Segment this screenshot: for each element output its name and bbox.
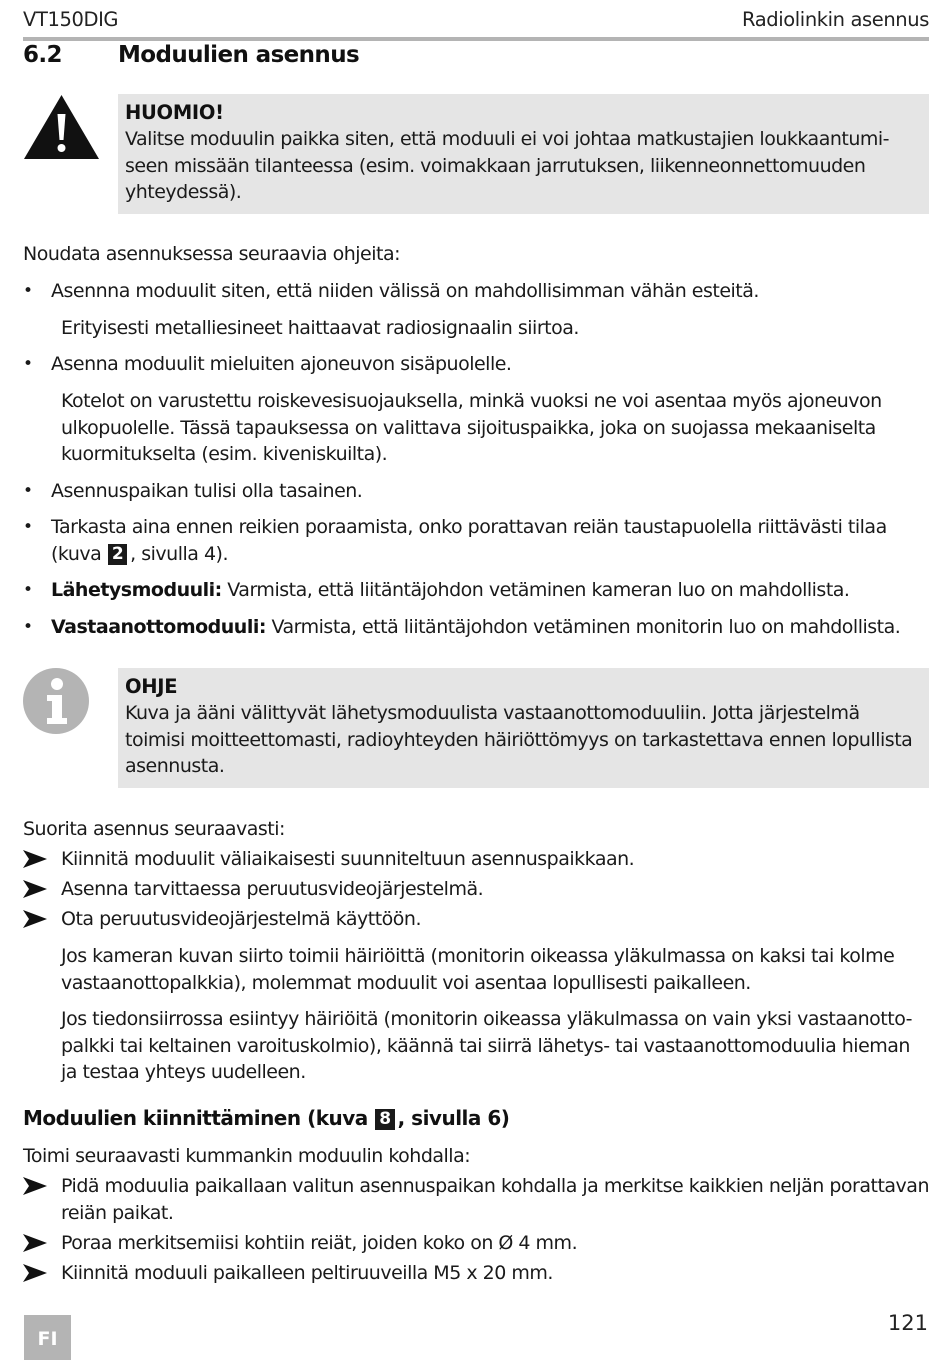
arrow-bullet-icon: [23, 1234, 47, 1252]
step-text: Ota peruutusvideojärjestelmä käyttöön.: [61, 908, 422, 930]
running-header-model: VT150DIG: [23, 8, 119, 31]
info-icon: [23, 668, 89, 734]
note-box: [118, 668, 929, 788]
list-item: [23, 278, 929, 306]
warning-box: [118, 94, 929, 214]
header-rule: [23, 37, 929, 41]
list-item-text: [51, 514, 929, 567]
step-item: [23, 1260, 929, 1288]
step-text: Asenna tarvittaessa peruutusvideojärjestelmä.: [61, 878, 484, 900]
module-text: Varmista, että liitäntäjohdon vetäminen monitorin luo on mahdollista.: [265, 616, 901, 638]
subsection-title-start: Moduulien kiinnittäminen (kuva: [23, 1106, 368, 1130]
bullet-icon: •: [23, 281, 33, 301]
list-item: [23, 614, 929, 642]
arrow-bullet-icon: [23, 910, 47, 928]
step-text: Poraa merkitsemiisi kohtiin reiät, joiden koko on Ø 4 mm.: [61, 1232, 578, 1254]
warning-text: Valitse moduulin paikka siten, että moduuli ei voi johtaa matkustajien loukkaantumi-seen missään tilanteessa (esim. voimakkaan jarrutuksen, liikenneonnettomuuden yhteydessä).: [125, 128, 890, 204]
page-number: 121: [887, 1311, 928, 1335]
arrow-bullet-icon: [23, 850, 47, 868]
step-text: Kiinnitä moduulit väliaikaisesti suunniteltuun asennuspaikkaan.: [61, 848, 635, 870]
bullet-icon: •: [23, 580, 33, 600]
step-item: [23, 1230, 929, 1258]
procedure-intro: Suorita asennus seuraavasti:: [23, 818, 285, 840]
section-number: 6.2: [23, 42, 62, 68]
figure-ref-badge: 8: [375, 1109, 394, 1130]
module-label: Vastaanottomoduuli:: [51, 616, 266, 638]
figure-ref-badge: 2: [108, 544, 127, 565]
step-item: [23, 1173, 929, 1229]
list-item: [23, 478, 929, 506]
step-item: [23, 846, 929, 874]
mounting-intro: Toimi seuraavasti kummankin moduulin kohdalla:: [23, 1145, 471, 1167]
list-item: [23, 577, 929, 605]
step-item: [23, 876, 929, 904]
list-item-text-end: , sivulla 4).: [130, 542, 228, 565]
warning-label: HUOMIO!: [125, 101, 224, 124]
list-item-note: Kotelot on varustettu roiskevesisuojauksella, minkä vuoksi ne voi asentaa myös ajoneuvon ulkopuolelle. Tässä tapauksessa on valittava sijoituspaikka, joka on suojassa mekaaniselta kuormitukselta (esim. kiveniskuilta).: [61, 390, 882, 466]
list-item: [23, 351, 929, 379]
list-item-note: Erityisesti metalliesineet haittaavat radiosignaalin siirtoa.: [61, 317, 579, 339]
arrow-bullet-icon: [23, 1177, 47, 1195]
instructions-intro: Noudata asennuksessa seuraavia ohjeita:: [23, 243, 400, 265]
language-tab: FI: [24, 1315, 71, 1360]
step-text: Kiinnitä moduuli paikalleen peltiruuveilla M5 x 20 mm.: [61, 1262, 553, 1284]
list-item-text: Asenna moduulit mieluiten ajoneuvon sisäpuolelle.: [51, 353, 512, 375]
bullet-icon: •: [23, 354, 33, 374]
arrow-bullet-icon: [23, 880, 47, 898]
subsection-title: [23, 1104, 509, 1132]
subsection-title-end: , sivulla 6): [397, 1106, 510, 1130]
note-text: Kuva ja ääni välittyvät lähetysmoduulista vastaanottomoduuliin. Jotta järjestelmä toimisi moitteettomasti, radioyhteyden häiriöttömyys on tarkastettava ennen lopullista asennusta.: [125, 702, 913, 778]
result-text: Jos tiedonsiirrossa esiintyy häiriöitä (monitorin oikeassa yläkulmassa on vain yksi vastaanotto-palkki tai keltainen varoituskolmio), käännä tai siirrä lähetys- tai vastaanottomoduulia hieman ja testaa yhteys uudelleen.: [61, 1008, 913, 1084]
warning-triangle-icon: [23, 94, 100, 160]
list-item-text-start: Tarkasta aina ennen reikien poraamista, onko porattavan reiän taustapuolella riittävästi tilaa (kuva: [51, 516, 887, 565]
module-label: Lähetysmoduuli:: [51, 579, 222, 601]
list-item-text: Asennuspaikan tulisi olla tasainen.: [51, 480, 363, 502]
list-item: [23, 514, 929, 570]
bullet-icon: •: [23, 481, 33, 501]
step-item: [23, 906, 929, 934]
list-item-text: [51, 614, 929, 641]
section-title: Moduulien asennus: [118, 42, 360, 68]
bullet-icon: •: [23, 517, 33, 537]
bullet-icon: •: [23, 617, 33, 637]
arrow-bullet-icon: [23, 1264, 47, 1282]
result-text: Jos kameran kuvan siirto toimii häiriöittä (monitorin oikeassa yläkulmassa on kaksi tai kolme vastaanottopalkkia), molemmat moduulit voi asentaa lopullisesti paikalleen.: [61, 945, 895, 994]
step-text: Pidä moduulia paikallaan valitun asennuspaikan kohdalla ja merkitse kaikkien neljän porattavan reiän paikat.: [61, 1175, 929, 1224]
list-item-text: Asennna moduulit siten, että niiden välissä on mahdollisimman vähän esteitä.: [51, 280, 759, 302]
module-text: Varmista, että liitäntäjohdon vetäminen kameran luo on mahdollista.: [221, 579, 850, 601]
running-header-chapter: Radiolinkin asennus: [741, 8, 929, 31]
list-item-text: [51, 577, 929, 604]
note-label: OHJE: [125, 675, 178, 698]
